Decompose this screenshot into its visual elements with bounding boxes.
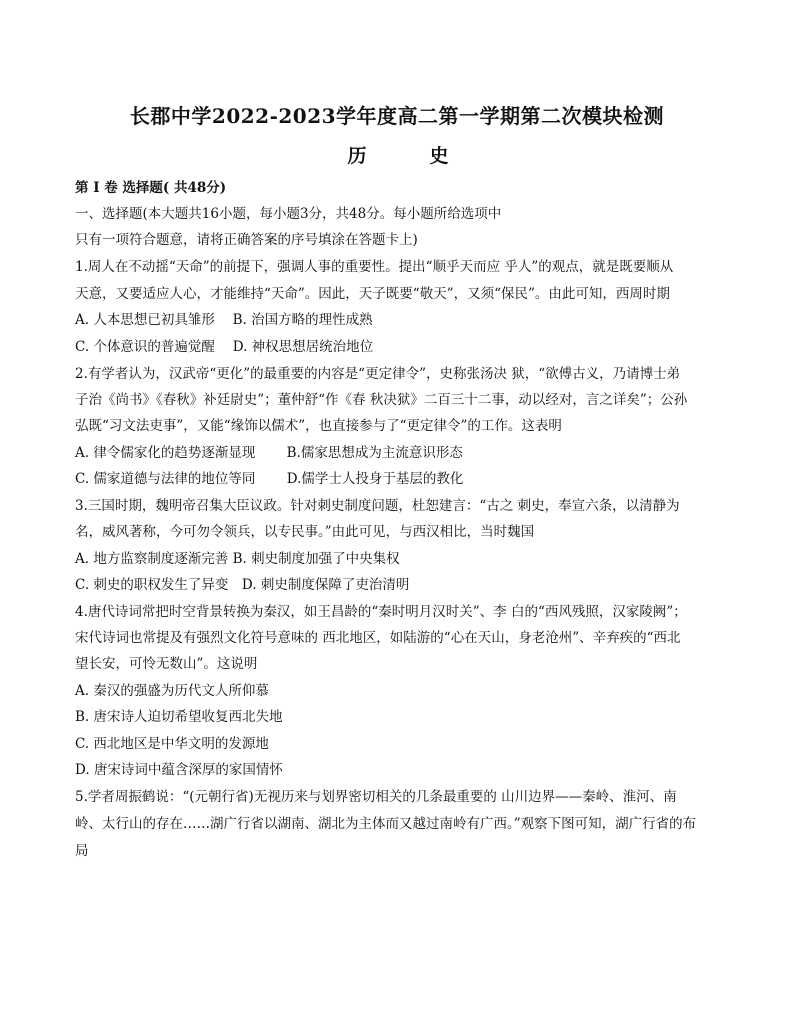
question-3-line-1: 3.三国时期，魏明帝召集大臣议政。针对刺史制度问题，杜恕建言：“古之 刺史，奉宣六条，以清静为 [75, 498, 680, 514]
question-1-line-2: 天意，又要适应人心，才能维持“天命”。因此，天子既要“敬天”，又须“保民”。由此可知，西周时期 [75, 286, 670, 302]
question-1-options-row-1: A. 人本思想已初具雏形 B. 治国方略的理性成熟 [75, 312, 373, 328]
question-3-line-2: 名，威风著称，今可勿令领兵，以专民事。”由此可见，与西汉相比，当时魏国 [75, 524, 535, 540]
exam-title: 长郡中学2022-2023学年度高二第一学期第二次模块检测 [129, 104, 665, 128]
section-intro-line-2: 只有一项符合题意，请将正确答案的序号填涂在答题卡上) [75, 232, 418, 248]
subject-title: 历 史 [347, 145, 471, 167]
question-2-options-row-1: A. 律令儒家化的趋势逐渐显现 B.儒家思想成为主流意识形态 [75, 445, 463, 461]
question-2-line-3: 弘既“习文法吏事”，又能“缘饰以儒术”，也直接参与了“更定律令”的工作。这表明 [75, 418, 562, 434]
question-4-line-1: 4.唐代诗词常把时空背景转换为秦汉，如王昌龄的“秦时明月汉时关”、李 白的“西风残照，汉家陵阙”； [75, 604, 687, 620]
question-1-line-1: 1.周人在不动摇“天命”的前提下，强调人事的重要性。提出“顺乎天而应 乎人”的观点，就是既要顺从 [75, 259, 674, 275]
section-heading: 第 I 卷 选择题( 共48分) [75, 180, 227, 196]
question-5-line-2: 岭、太行山的存在……湖广行省以湖南、湖北为主体而又越过南岭有广西。”观察下图可知，湖广行省的布 [75, 816, 697, 832]
question-2-options-row-2: C. 儒家道德与法律的地位等同 D.儒学士人投身于基层的教化 [75, 471, 464, 487]
question-4-option-b: B. 唐宋诗人迫切希望收复西北失地 [75, 709, 283, 725]
question-5-line-3: 局 [75, 843, 89, 859]
question-4-line-2: 宋代诗词也常提及有强烈文化符号意味的 西北地区，如陆游的“心在天山，身老沧州”、辛弃疾的“西北 [75, 630, 681, 646]
question-2-line-1: 2.有学者认为，汉武帝“更化”的最重要的内容是“更定律令”，史称张汤决 狱，“欲傅古义，乃请博士弟 [75, 366, 681, 382]
question-3-options-row-2: C. 刺史的职权发生了异变 D. 刺史制度保障了吏治清明 [75, 577, 410, 593]
question-5-line-1: 5.学者周振鹤说：“(元朝行省)无视历来与划界密切相关的几条最重要的 山川边界——秦岭、淮河、南 [75, 789, 677, 805]
question-4-option-c: C. 西北地区是中华文明的发源地 [75, 736, 269, 752]
section-intro-line-1: 一、选择题(本大题共16小题，每小题3分，共48分。每小题所给选项中 [75, 206, 502, 222]
question-1-options-row-2: C. 个体意识的普遍觉醒 D. 神权思想居统治地位 [75, 339, 374, 355]
question-4-line-3: 望长安，可怜无数山”。这说明 [75, 656, 258, 672]
question-4-option-a: A. 秦汉的强盛为历代文人所仰慕 [75, 683, 269, 699]
question-3-options-row-1: A. 地方监察制度逐渐完善 B. 刺史制度加强了中央集权 [75, 551, 400, 567]
question-4-option-d: D. 唐宋诗词中蕴含深厚的家国情怀 [75, 762, 283, 778]
question-2-line-2: 子治《尚书》《春秋》补廷尉史”；董仲舒“作《春 秋决狱》二百三十二事，动以经对，言之详矣”；公孙 [75, 392, 688, 408]
